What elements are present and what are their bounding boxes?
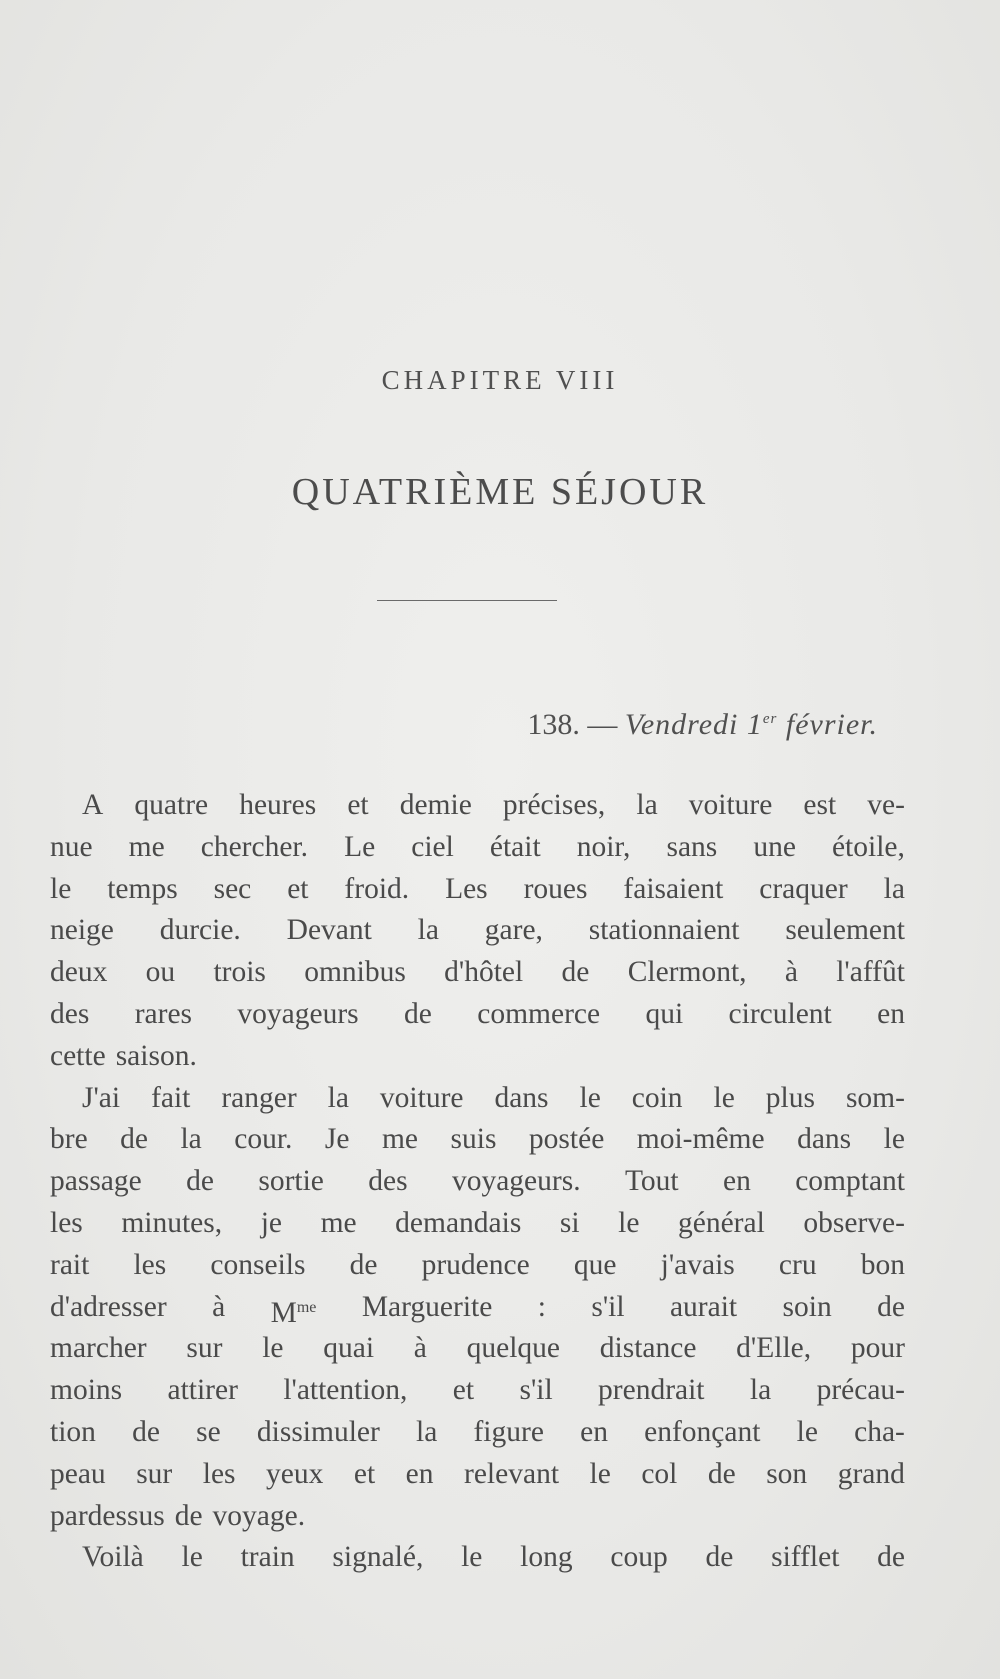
text-line: pardessus de voyage.	[50, 1499, 306, 1532]
entry-heading	[527, 708, 878, 742]
text-line: neige durcie. Devant la gare, stationnaient seulement	[50, 914, 905, 947]
text-line: A quatre heures et demie précises, la voiture est ve-	[82, 789, 905, 821]
entry-number: 138.	[527, 708, 580, 741]
entry-date-month: février.	[785, 708, 878, 741]
text-line: marcher sur le quai à quelque distance d'Elle, pour	[50, 1332, 905, 1365]
chapter-title: QUATRIÈME SÉJOUR	[291, 471, 709, 513]
text-line: d'adresser à $M^{me}$ Marguerite : s'il aurait soin de	[50, 1290, 905, 1329]
text-line: J'ai fait ranger la voiture dans le coin le plus som-	[82, 1081, 905, 1114]
text-line: nue me chercher. Le ciel était noir, sans une étoile,	[50, 830, 905, 863]
chapter-label: CHAPITRE VIII	[381, 365, 619, 395]
title-divider	[377, 600, 557, 601]
entry-date-ordinal: er	[762, 711, 778, 727]
text-line: les minutes, je me demandais si le général observe-	[50, 1206, 905, 1239]
entry-dash: —	[587, 708, 618, 741]
text-line: deux ou trois omnibus d'hôtel de Clermont, à l'affût	[50, 956, 905, 989]
text-line: cette saison.	[50, 1039, 197, 1072]
entry-date-day: Vendredi 1	[624, 708, 763, 741]
text-line: des rares voyageurs de commerce qui circulent en	[50, 997, 905, 1030]
text-line: moins attirer l'attention, et s'il prendrait la précau-	[50, 1374, 905, 1407]
text-line: bre de la cour. Je me suis postée moi-même dans le	[50, 1123, 905, 1156]
text-line: peau sur les yeux et en relevant le col de son grand	[50, 1457, 905, 1490]
text-line: le temps sec et froid. Les roues faisaient craquer la	[50, 872, 905, 905]
text-line: Voilà le train signalé, le long coup de sifflet de	[82, 1541, 905, 1574]
body-text	[50, 785, 905, 1579]
entry-date	[625, 708, 878, 741]
text-line: rait les conseils de prudence que j'avais cru bon	[50, 1248, 905, 1281]
text-line: tion de se dissimuler la figure en enfonçant le cha-	[50, 1415, 905, 1448]
text-line: passage de sortie des voyageurs. Tout en comptant	[50, 1165, 905, 1198]
